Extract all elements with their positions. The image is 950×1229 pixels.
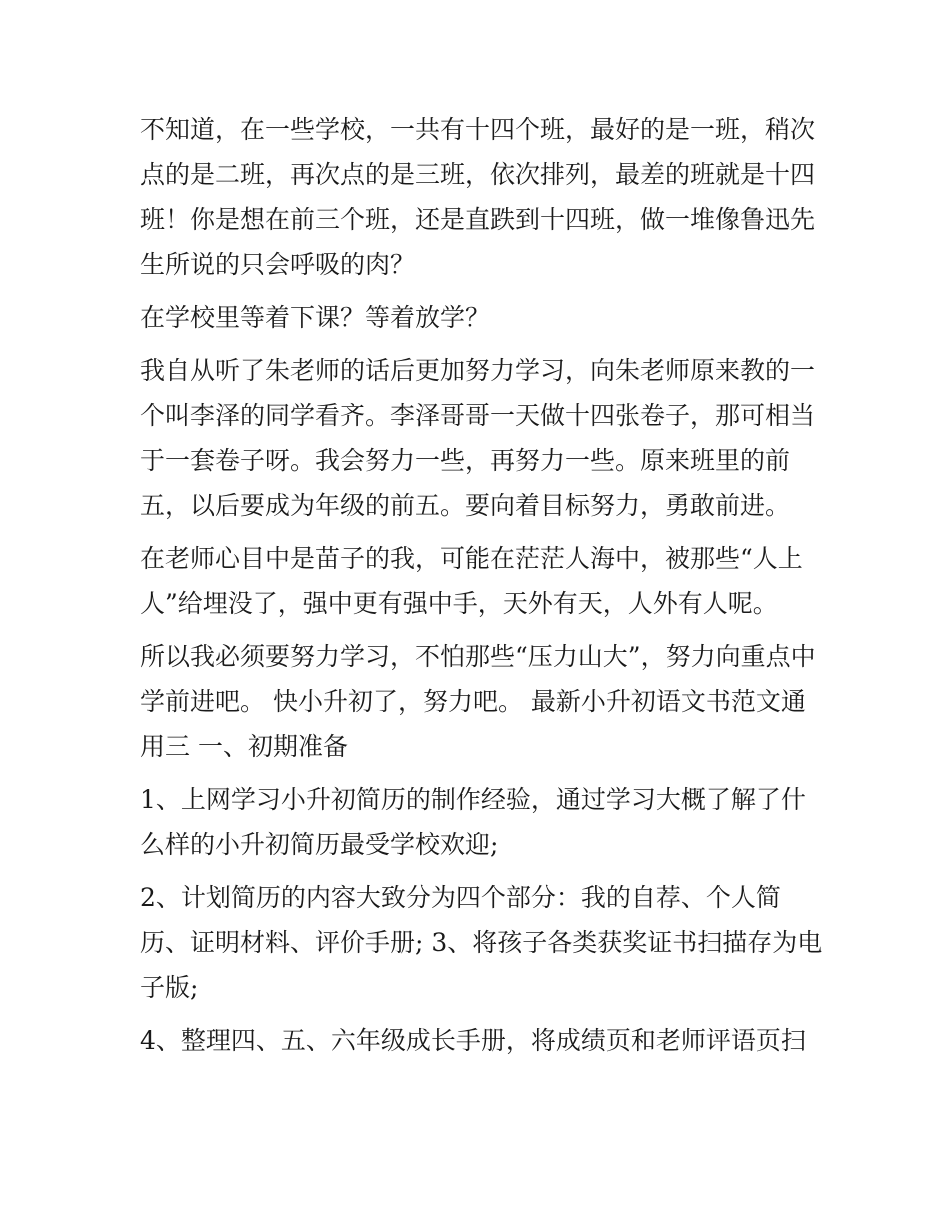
text-line: 点的是二班，再次点的是三班，依次排列，最差的班就是十四 — [140, 160, 816, 189]
text-line: 所以我必须要努力学习，不怕那些“压力山大”，努力向重点中 — [140, 642, 816, 671]
text-line: 人”给埋没了，强中更有强中手，天外有天，人外有人呢。 — [140, 589, 778, 618]
text-line: 学前进吧。 快小升初了，努力吧。 最新小升初语文书范文通 — [140, 687, 806, 716]
text-line: 班！你是想在前三个班，还是直跌到十四班，做一堆像鲁迅先 — [140, 205, 816, 234]
document-body — [140, 107, 830, 1063]
text-line: 历、证明材料、评价手册; 3、将孩子各类获奖证书扫描存为电 — [140, 928, 823, 957]
text-line: 子版; — [140, 973, 199, 1002]
text-line: 2、计划简历的内容大致分为四个部分：我的自荐、个人简 — [140, 883, 781, 912]
text-line: 在学校里等着下课？等着放学？ — [140, 303, 491, 332]
text-line: 我自从听了朱老师的话后更加努力学习，向朱老师原来教的一 — [140, 356, 816, 385]
text-line: 不知道，在一些学校，一共有十四个班，最好的是一班，稍次 — [140, 115, 816, 144]
text-line: 生所说的只会呼吸的肉？ — [140, 250, 416, 279]
text-line: 于一套卷子呀。我会努力一些，再努力一些。原来班里的前 — [140, 446, 791, 475]
text-line: 五，以后要成为年级的前五。要向着目标努力，勇敢前进。 — [140, 491, 791, 520]
text-line: 4、整理四、五、六年级成长手册，将成绩页和老师评语页扫 — [140, 1026, 806, 1055]
text-line: 么样的小升初简历最受学校欢迎; — [140, 830, 499, 859]
text-line: 用三 一、初期准备 — [140, 732, 348, 761]
text-line: 个叫李泽的同学看齐。李泽哥哥一天做十四张卷子，那可相当 — [140, 401, 816, 430]
text-line: 1、上网学习小升初简历的制作经验，通过学习大概了解了什 — [140, 785, 806, 814]
text-line: 在老师心目中是苗子的我，可能在茫茫人海中，被那些“人上 — [140, 544, 803, 573]
